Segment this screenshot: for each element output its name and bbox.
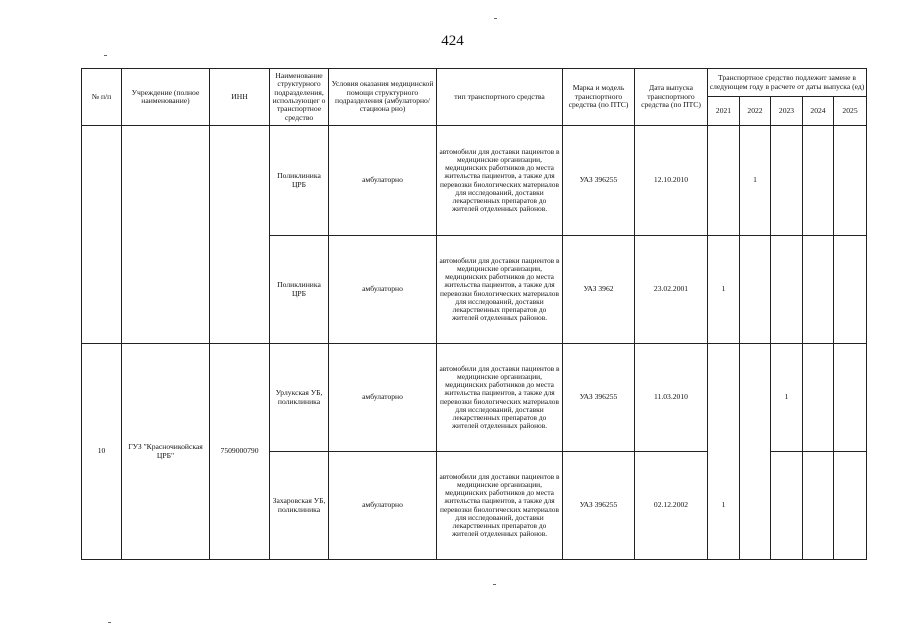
inn-cell (210, 126, 270, 236)
unit-cell: Захаровская УБ, поликлиника (270, 452, 329, 560)
model-cell: УАЗ 3962 (563, 236, 635, 344)
header-vehicle-type: тип транспортного средства (437, 69, 563, 126)
inn-cell (210, 236, 270, 344)
year-cell (771, 452, 803, 560)
conditions-cell: амбулаторно (329, 344, 437, 452)
header-year: 2023 (771, 97, 803, 126)
header-conditions: Условия оказания медицинской помощи структурного подразделения (амбулаторно/стациона рно) (329, 69, 437, 126)
year-cell (708, 126, 740, 236)
year-cell (771, 236, 803, 344)
year-cell (834, 126, 867, 236)
header-unit: Наименование структурного подразделения, использующег о транспортное средство (270, 69, 329, 126)
unit-cell: Поликлиника ЦРБ (270, 126, 329, 236)
scan-mark (104, 55, 107, 56)
year-cell (740, 236, 771, 344)
header-release-date: Дата выпуска транспортного средства (по ПТС) (635, 69, 708, 126)
year-cell: 1 (771, 344, 803, 452)
institution-cell (122, 126, 210, 236)
unit-cell: Урлукская УБ, поликлиника (270, 344, 329, 452)
model-cell: УАЗ 396255 (563, 126, 635, 236)
table-row (82, 126, 867, 236)
page-number: 424 (441, 33, 464, 49)
year-cell: 1 (740, 126, 771, 236)
header-year: 2022 (740, 97, 771, 126)
header-model: Марка и модель транспортного средства (по ПТС) (563, 69, 635, 126)
scan-mark (108, 622, 111, 623)
year-cell: 1 (708, 452, 740, 560)
num-cell: 10 (82, 344, 122, 560)
year-cell (803, 126, 834, 236)
year-cell (740, 344, 771, 452)
num-cell (82, 126, 122, 236)
conditions-cell: амбулаторно (329, 452, 437, 560)
year-cell (834, 344, 867, 452)
vehicle-type-cell: автомобили для доставки пациентов в медицинские организации, медицинских работников до места жительства пациентов, а также для перевозки биологических материалов для исследований, доставки лекарственных препаратов до жителей отделенных районов. (437, 452, 563, 560)
year-cell (740, 452, 771, 560)
year-cell (803, 236, 834, 344)
conditions-cell: амбулаторно (329, 126, 437, 236)
year-cell (771, 126, 803, 236)
institution-cell: ГУЗ "Красночикойская ЦРБ" (122, 344, 210, 560)
scan-mark (493, 584, 496, 585)
model-cell: УАЗ 396255 (563, 452, 635, 560)
num-cell (82, 236, 122, 344)
model-cell: УАЗ 396255 (563, 344, 635, 452)
vehicle-type-cell: автомобили для доставки пациентов в медицинские организации, медицинских работников до места жительства пациентов, а также для перевозки биологических материалов для исследований, доставки лекарственных препаратов до жителей отделенных районов. (437, 344, 563, 452)
release-date-cell: 12.10.2010 (635, 126, 708, 236)
vehicle-type-cell: автомобили для доставки пациентов в медицинские организации, медицинских работников до места жительства пациентов, а также для перевозки биологических материалов для исследований, доставки лекарственных препаратов до жителей отделенных районов. (437, 126, 563, 236)
vehicle-type-cell: автомобили для доставки пациентов в медицинские организации, медицинских работников до места жительства пациентов, а также для перевозки биологических материалов для исследований, доставки лекарственных препаратов до жителей отделенных районов. (437, 236, 563, 344)
conditions-cell: амбулаторно (329, 236, 437, 344)
release-date-cell: 11.03.2010 (635, 344, 708, 452)
release-date-cell: 23.02.2001 (635, 236, 708, 344)
header-replacement: Транспортное средство подлежит замене в следующем году в расчете от даты выпуска (ед) (708, 69, 867, 97)
year-cell (708, 344, 740, 452)
release-date-cell: 02.12.2002 (635, 452, 708, 560)
vehicle-register-table (81, 68, 867, 560)
year-cell (803, 452, 834, 560)
header-year: 2025 (834, 97, 867, 126)
header-year: 2024 (803, 97, 834, 126)
year-cell: 1 (708, 236, 740, 344)
year-cell (834, 236, 867, 344)
table-row (82, 236, 867, 344)
header-num: № п/п (82, 69, 122, 126)
header-year: 2021 (708, 97, 740, 126)
year-cell (803, 344, 834, 452)
table-row (82, 344, 867, 452)
header-inn: ИНН (210, 69, 270, 126)
unit-cell: Поликлиника ЦРБ (270, 236, 329, 344)
year-cell (834, 452, 867, 560)
institution-cell (122, 236, 210, 344)
inn-cell: 7509000790 (210, 344, 270, 560)
header-institution: Учреждение (полное наименование) (122, 69, 210, 126)
scan-mark (494, 18, 497, 19)
